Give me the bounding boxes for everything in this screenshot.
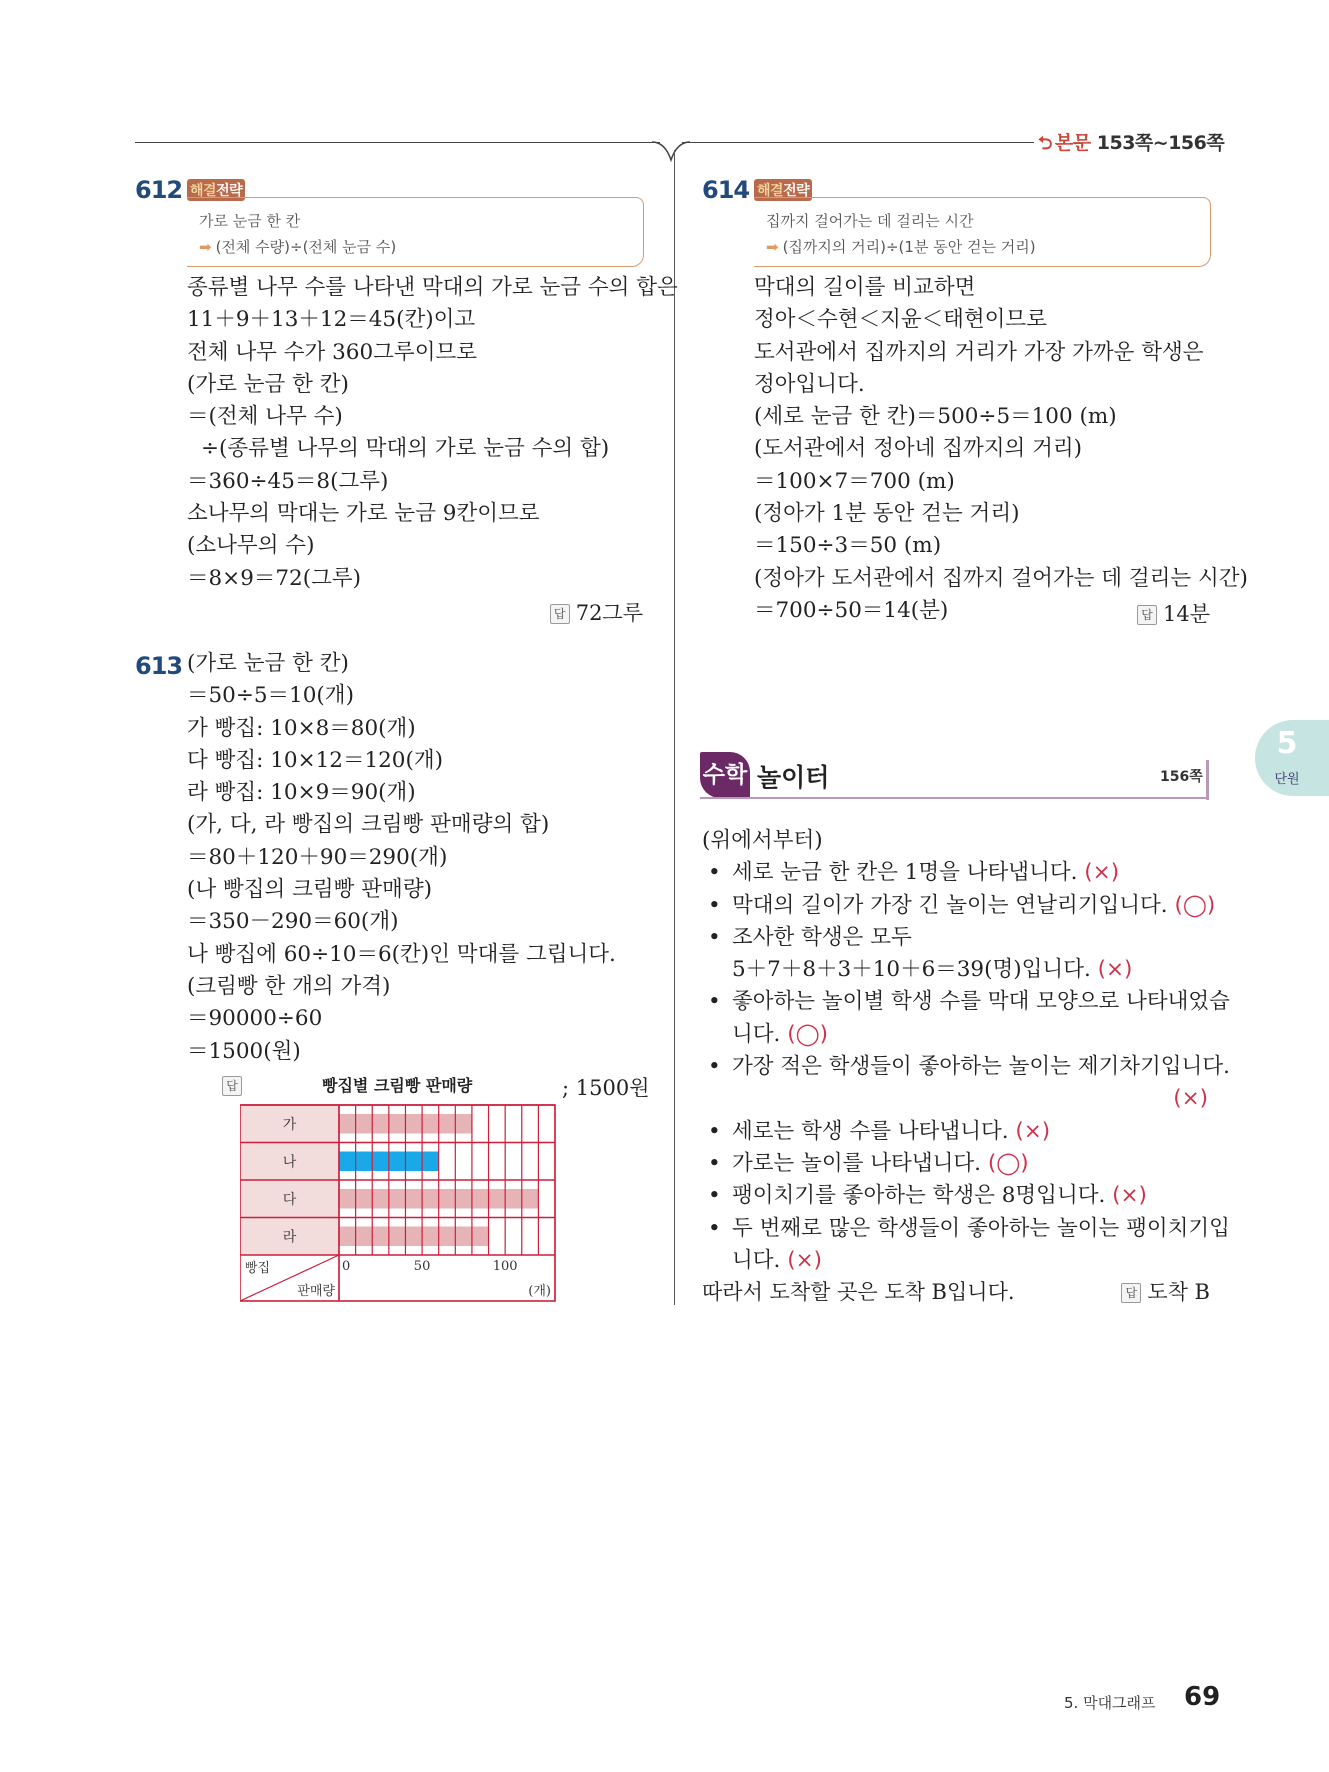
strategy-line-2 xyxy=(766,236,1036,257)
play-answers xyxy=(702,825,1230,1277)
play-conclusion: 따라서 도착할 곳은 도착 B입니다. xyxy=(702,1280,1015,1304)
solution-line: 정아＜수현＜지윤＜태현이므로 xyxy=(754,307,1047,333)
chapter-number: 5 xyxy=(1276,726,1298,761)
judgement-mark: (×) xyxy=(787,1247,823,1273)
solution-line: ＝50÷5＝10(개) xyxy=(187,683,354,709)
solution-line: 막대의 길이를 비교하면 xyxy=(754,275,976,300)
answer-612 xyxy=(550,597,643,627)
category-label: 다 xyxy=(282,1191,297,1208)
row-header: 빵집 xyxy=(245,1261,271,1276)
solution-line: ＝350－290＝60(개) xyxy=(187,909,399,935)
solution-line: 정아입니다. xyxy=(754,371,865,397)
solution-line: ＝700÷50＝14(분) xyxy=(754,597,949,623)
page-reference xyxy=(1038,128,1224,161)
solution-line: (정아가 1분 동안 걷는 거리) xyxy=(754,501,1020,527)
answer-label: 답 xyxy=(1137,605,1157,625)
judgement-mark: (×) xyxy=(1015,1118,1051,1144)
section-page: 156쪽 xyxy=(1160,769,1203,785)
play-item-text: 세로는 학생 수를 나타냅니다. xyxy=(732,1118,1016,1144)
play-item-line xyxy=(702,1213,1230,1245)
answer-value: 도착 B xyxy=(1147,1280,1210,1304)
play-item-text: 가장 적은 학생들이 좋아하는 놀이는 제기차기입니다. xyxy=(732,1054,1230,1080)
play-item-line xyxy=(702,857,1230,889)
bullet: • xyxy=(708,1215,721,1241)
play-item-text: 조사한 학생은 모두 xyxy=(732,924,912,950)
tick-label: 0 xyxy=(342,1259,351,1274)
solution-line: ＝1500(원) xyxy=(187,1038,301,1064)
strategy-line-1: 가로 눈금 한 칸 xyxy=(199,212,301,230)
tick-label: 50 xyxy=(413,1259,431,1274)
solution-line: (가로 눈금 한 칸) xyxy=(187,371,349,397)
section-title: 놀이터 xyxy=(757,763,830,792)
problem-number-614: 614 xyxy=(702,176,750,204)
play-item-line xyxy=(702,890,1230,922)
section-underline xyxy=(700,797,1206,799)
bullet: • xyxy=(708,989,721,1015)
play-item-line xyxy=(702,1148,1230,1180)
play-item-text: 좋아하는 놀이별 학생 수를 막대 모양으로 나타내었습 xyxy=(732,989,1230,1015)
problem-number-612: 612 xyxy=(135,176,183,204)
play-item-text: 두 번째로 많은 학생들이 좋아하는 놀이는 팽이치기입 xyxy=(732,1215,1230,1241)
play-item-line xyxy=(702,1083,1208,1115)
solution-line: ＝80＋120＋90＝290(개) xyxy=(187,844,448,870)
tag-part-1: 해결 xyxy=(190,183,217,199)
answer-label: 답 xyxy=(222,1076,242,1096)
answer-value: 14분 xyxy=(1162,602,1210,626)
play-item-line xyxy=(702,1019,1230,1051)
tag-part-2: 전략 xyxy=(216,183,243,199)
solution-line: (도서관에서 정아네 집까지의 거리) xyxy=(754,436,1083,462)
chapter-label: 단원 xyxy=(1274,772,1300,787)
strategy-formula: (집까지의 거리)÷(1분 동안 걷는 거리) xyxy=(782,238,1036,256)
bullet: • xyxy=(708,1150,721,1176)
tag-part-2: 전략 xyxy=(783,183,810,199)
bullet: • xyxy=(708,924,721,950)
play-item-line xyxy=(702,1116,1230,1148)
play-item-text: 니다. xyxy=(732,1021,788,1047)
chapter-tab[interactable] xyxy=(1255,720,1329,796)
col-header: 판매량 xyxy=(297,1284,335,1299)
solution-line: 도서관에서 집까지의 거리가 가장 가까운 학생은 xyxy=(754,339,1204,365)
solution-line: 다 빵집: 10×12＝120(개) xyxy=(187,747,444,773)
play-item-text: 팽이치기를 좋아하는 학생은 8명입니다. xyxy=(732,1183,1113,1209)
strategy-box-612 xyxy=(187,197,644,267)
solution-line: 라 빵집: 10×9＝90(개) xyxy=(187,780,416,806)
strategy-line-1: 집까지 걸어가는 데 걸리는 시간 xyxy=(766,212,974,230)
play-item-line xyxy=(702,1180,1230,1212)
play-intro: (위에서부터) xyxy=(702,828,823,853)
solution-line: ÷(종류별 나무의 막대의 가로 눈금 수의 합) xyxy=(201,436,610,462)
play-item-line xyxy=(702,1051,1230,1083)
solution-line: 11＋9＋13＋12＝45(칸)이고 xyxy=(187,307,476,333)
solution-614 xyxy=(754,272,1248,627)
play-item-line xyxy=(702,954,1230,986)
solution-line: (나 빵집의 크림빵 판매량) xyxy=(187,877,432,903)
problem-number-613: 613 xyxy=(135,652,183,680)
bullet: • xyxy=(708,892,721,918)
solution-line: (가, 다, 라 빵집의 크림빵 판매량의 합) xyxy=(187,812,550,838)
category-label: 가 xyxy=(282,1116,297,1133)
arrow-right-icon: ➡ xyxy=(766,238,779,256)
solution-line: ＝(전체 나무 수) xyxy=(187,404,343,430)
category-label: 나 xyxy=(282,1154,297,1171)
solution-line: ＝8×9＝72(그루) xyxy=(187,565,362,591)
play-item-text: 가로는 놀이를 나타냅니다. xyxy=(732,1150,988,1176)
answer-label: 답 xyxy=(550,604,570,624)
header-rule-left xyxy=(135,142,660,143)
reference-pages: 153쪽~156쪽 xyxy=(1096,132,1225,154)
solution-line: ＝360÷45＝8(그루) xyxy=(187,468,389,494)
judgement-mark: (◯) xyxy=(1174,892,1216,918)
play-item-text: 막대의 길이가 가장 긴 놀이는 연날리기입니다. xyxy=(732,892,1175,918)
bullet: • xyxy=(708,860,721,886)
answer-614 xyxy=(1137,598,1210,628)
solution-613 xyxy=(187,648,616,1068)
judgement-mark: (◯) xyxy=(787,1021,829,1047)
solution-line: ＝100×7＝700 (m) xyxy=(754,468,955,494)
solution-line: ＝150÷3＝50 (m) xyxy=(754,533,942,559)
judgement-mark: (×) xyxy=(1097,957,1133,983)
bullet: • xyxy=(708,1183,721,1209)
footer-chapter: 5. 막대그래프 xyxy=(1064,1694,1156,1712)
solution-line: (세로 눈금 한 칸)＝500÷5＝100 (m) xyxy=(754,404,1117,430)
play-item-line xyxy=(702,1245,1230,1277)
solution-612 xyxy=(187,272,678,595)
page-number: 69 xyxy=(1184,1682,1221,1712)
tag-part-1: 해결 xyxy=(757,183,784,199)
answer-label: 답 xyxy=(1121,1283,1141,1303)
bullet: • xyxy=(708,1054,721,1080)
play-item-text: 5＋7＋8＋3＋10＋6＝39(명)입니다. xyxy=(732,957,1098,983)
play-item-line xyxy=(702,922,1230,954)
reference-label: 본문 xyxy=(1054,132,1091,154)
solution-line: (소나무의 수) xyxy=(187,533,315,559)
return-arrow-icon: ⮌ xyxy=(1038,133,1052,154)
answer-613: ; 1500원 xyxy=(562,1076,650,1100)
judgement-mark: (×) xyxy=(1173,1086,1208,1112)
solution-line: 전체 나무 수가 360그루이므로 xyxy=(187,339,477,365)
judgement-mark: (◯) xyxy=(987,1150,1029,1176)
section-bracket xyxy=(1206,760,1209,800)
unit-label: (개) xyxy=(528,1284,551,1299)
play-item-text: 세로 눈금 한 칸은 1명을 나타냅니다. xyxy=(732,860,1085,886)
solution-line: (크림빵 한 개의 가격) xyxy=(187,973,391,999)
bullet: • xyxy=(708,1118,721,1144)
bar-라 xyxy=(339,1227,489,1247)
play-item-line xyxy=(702,986,1230,1018)
header-rule-curve xyxy=(652,136,690,166)
solution-line: 소나무의 막대는 가로 눈금 9칸이므로 xyxy=(187,501,540,527)
strategy-box-614 xyxy=(754,197,1211,267)
judgement-mark: (×) xyxy=(1084,860,1120,886)
arrow-right-icon: ➡ xyxy=(199,238,212,256)
solution-line: (정아가 도서관에서 집까지 걸어가는 데 걸리는 시간) xyxy=(754,565,1248,591)
chart-title: 빵집별 크림빵 판매량 xyxy=(322,1076,473,1095)
solution-line: ＝90000÷60 xyxy=(187,1006,323,1032)
solution-line: 종류별 나무 수를 나타낸 막대의 가로 눈금 수의 합은 xyxy=(187,275,678,300)
category-label: 라 xyxy=(282,1229,297,1246)
solution-line: (가로 눈금 한 칸) xyxy=(187,651,349,676)
judgement-mark: (×) xyxy=(1112,1183,1147,1209)
strategy-formula: (전체 수량)÷(전체 눈금 수) xyxy=(215,238,397,256)
strategy-line-2 xyxy=(199,236,396,257)
tick-label: 100 xyxy=(492,1259,518,1274)
bar-chart xyxy=(240,1100,560,1310)
answer-value: 72그루 xyxy=(575,601,643,625)
header-rule-right xyxy=(682,142,1034,143)
play-item-text: 니다. xyxy=(732,1247,788,1273)
solution-line: 나 빵집에 60÷10＝6(칸)인 막대를 그립니다. xyxy=(187,941,616,967)
solution-line: 가 빵집: 10×8＝80(개) xyxy=(187,715,416,741)
section-badge: 수학 xyxy=(700,752,750,798)
play-answer xyxy=(1121,1276,1210,1306)
